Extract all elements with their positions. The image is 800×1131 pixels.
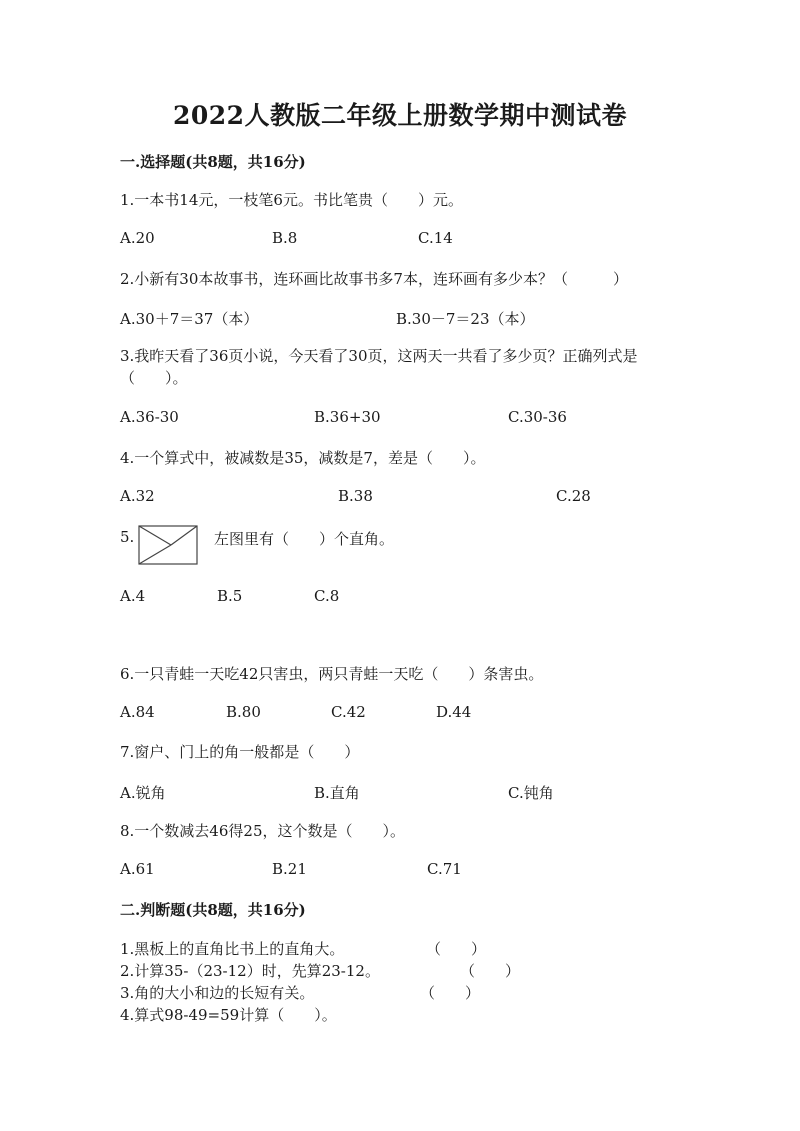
q6-option-c: C.42 xyxy=(331,703,366,721)
q5-option-a: A.4 xyxy=(120,587,146,605)
q7-option-a: A.锐角 xyxy=(120,784,166,802)
q7-option-c: C.钝角 xyxy=(508,784,554,802)
q3-option-c: C.30-36 xyxy=(508,408,567,426)
q4-option-a: A.32 xyxy=(120,487,155,505)
q6-option-a: A.84 xyxy=(120,703,155,721)
question-3: 3.我昨天看了36页小说，今天看了30页，这两天一共看了多少页？正确列式是（ ）。 xyxy=(120,347,638,387)
section-heading-true-false: 二.判断题(共8题，共16分) xyxy=(120,901,306,919)
q3-option-a: A.36-30 xyxy=(120,408,179,426)
question-1: 1.一本书14元，一枝笔6元。书比笔贵（ ）元。 xyxy=(120,191,463,209)
question-5: 左图里有（ ）个直角。 xyxy=(214,530,395,548)
q7-option-b: B.直角 xyxy=(314,784,360,802)
q1-option-c: C.14 xyxy=(418,229,453,247)
q5-option-b: B.5 xyxy=(217,587,243,605)
q5-option-c: C.8 xyxy=(314,587,340,605)
tf-item-2: 2.计算35-（23-12）时，先算23-12。 xyxy=(120,962,380,980)
envelope-figure xyxy=(138,525,198,565)
tf-item-3: 3.角的大小和边的长短有关。 xyxy=(120,984,315,1002)
q2-option-b: B.30－7＝23（本） xyxy=(396,310,535,328)
q3-option-b: B.36+30 xyxy=(314,408,381,426)
q8-option-b: B.21 xyxy=(272,860,307,878)
question-2: 2.小新有30本故事书，连环画比故事书多7本，连环画有多少本？（ ） xyxy=(120,270,628,288)
q8-option-a: A.61 xyxy=(120,860,155,878)
q6-option-b: B.80 xyxy=(226,703,261,721)
q1-option-b: B.8 xyxy=(272,229,298,247)
q2-option-a: A.30＋7＝37（本） xyxy=(120,310,259,328)
q1-option-a: A.20 xyxy=(120,229,155,247)
q6-option-d: D.44 xyxy=(436,703,472,721)
question-6: 6.一只青蛙一天吃42只害虫，两只青蛙一天吃（ ）条害虫。 xyxy=(120,665,544,683)
tf-item-3-blank: （ ） xyxy=(420,984,481,1002)
question-7: 7.窗户、门上的角一般都是（ ） xyxy=(120,743,360,761)
q4-option-b: B.38 xyxy=(338,487,373,505)
tf-item-2-blank: （ ） xyxy=(460,962,521,980)
question-8: 8.一个数减去46得25，这个数是（ ）。 xyxy=(120,822,405,840)
question-5-number: 5. xyxy=(120,528,135,546)
tf-item-1: 1.黑板上的直角比书上的直角大。 xyxy=(120,940,345,958)
q4-option-c: C.28 xyxy=(556,487,591,505)
question-4: 4.一个算式中，被减数是35，减数是7，差是（ ）。 xyxy=(120,449,486,467)
q8-option-c: C.71 xyxy=(427,860,462,878)
tf-item-4: 4.算式98-49=59计算（ ）。 xyxy=(120,1006,337,1024)
page-title: 2022人教版二年级上册数学期中测试卷 xyxy=(172,101,628,130)
tf-item-1-blank: （ ） xyxy=(426,940,487,958)
section-heading-choice: 一.选择题(共8题，共16分) xyxy=(120,153,306,171)
